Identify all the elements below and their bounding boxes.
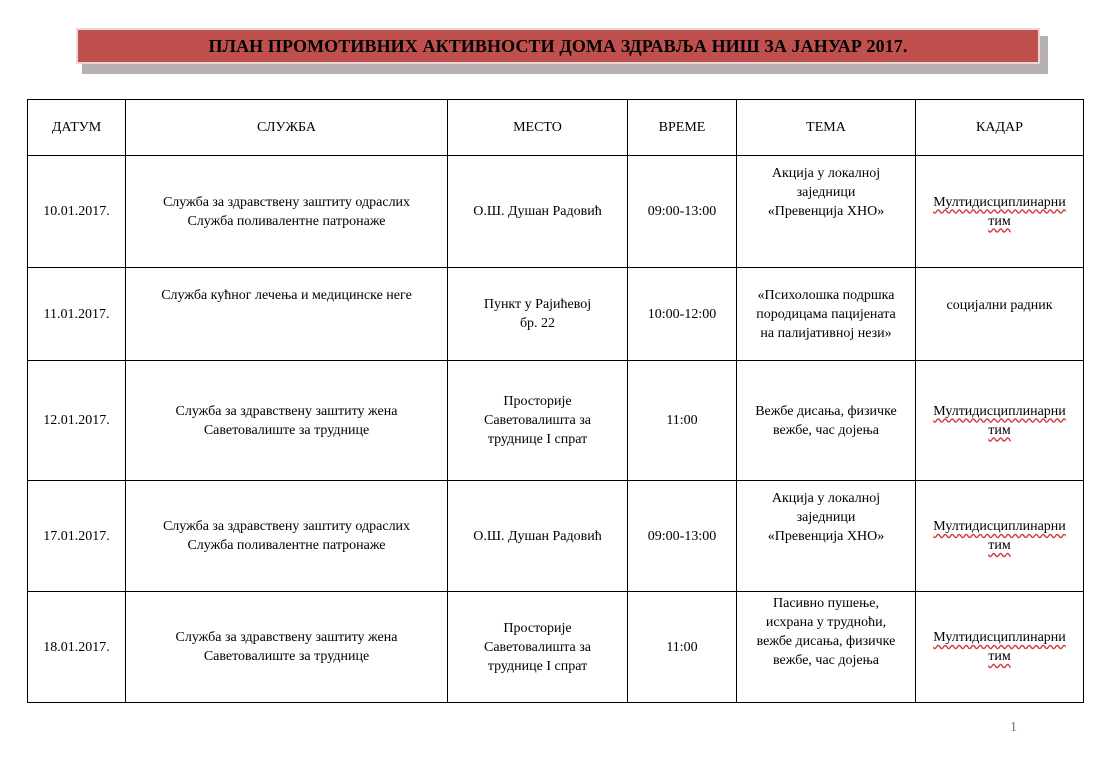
topic-line: Вежбе дисања, физичке [755, 403, 897, 419]
staff-line: тим [988, 213, 1011, 229]
service-cell [126, 592, 448, 703]
place-cell [448, 268, 628, 361]
place-line: бр. 22 [519, 316, 556, 331]
service-line: Служба за здравствену заштиту жена [175, 630, 398, 645]
place-line: Пункт у Рајићевој [483, 297, 592, 312]
table-row [28, 592, 1084, 703]
service-line: Служба кућног лечења и медицинске неге [161, 288, 412, 303]
service-line: Служба за здравствену заштиту одраслих [162, 194, 411, 210]
header-row [28, 100, 1084, 156]
header-date: ДАТУМ [28, 100, 126, 156]
time-cell: 09:00-13:00 [628, 156, 737, 268]
staff-cell [916, 481, 1084, 592]
staff-cell [916, 268, 1084, 361]
service-line: Саветовалиште за труднице [203, 649, 370, 664]
service-line: Служба поливалентне патронаже [187, 213, 386, 229]
header-service: СЛУЖБА [126, 100, 448, 156]
staff-line: Мултидисциплинарни [933, 403, 1066, 419]
topic-line: Пасивно пушење, [773, 596, 879, 611]
staff-cell [916, 361, 1084, 481]
date-cell: 18.01.2017. [28, 592, 126, 703]
topic-line: «Психолошка подршка [757, 287, 895, 303]
staff-line: Мултидисциплинарни [933, 630, 1066, 645]
place-line: Саветовалишта за [484, 639, 591, 655]
staff-line: Мултидисциплинарни [933, 519, 1066, 534]
table-row [28, 156, 1084, 268]
topic-line: Акција у локалној [771, 166, 881, 181]
date-cell: 11.01.2017. [28, 268, 126, 361]
table-row [28, 268, 1084, 361]
topic-line: «Превенција ХНО» [767, 204, 885, 219]
time-cell: 09:00-13:00 [628, 481, 737, 592]
staff-cell [916, 592, 1084, 703]
topic-cell [737, 481, 916, 592]
page-number: 1 [1010, 720, 1017, 735]
service-line: Служба за здравствену заштиту одраслих [162, 519, 411, 534]
service-line: Служба за здравствену заштиту жена [175, 403, 398, 419]
time-cell: 11:00 [628, 361, 737, 481]
place-cell [448, 592, 628, 703]
topic-cell [737, 156, 916, 268]
staff-line: тим [988, 649, 1011, 664]
table-row [28, 481, 1084, 592]
activity-plan-table [27, 99, 1084, 703]
topic-line: заједници [796, 510, 856, 525]
service-cell [126, 268, 448, 361]
table-body [28, 156, 1084, 703]
place-line: труднице I спрат [487, 658, 588, 674]
place-line: О.Ш. Душан Радовић [473, 528, 602, 544]
topic-cell [737, 268, 916, 361]
topic-line: вежбе, час дојења [773, 422, 879, 438]
topic-line: на палијативној нези» [760, 325, 892, 341]
service-cell [126, 481, 448, 592]
staff-line: социјални радник [946, 298, 1053, 313]
staff-cell [916, 156, 1084, 268]
date-cell: 12.01.2017. [28, 361, 126, 481]
topic-line: Акција у локалној [771, 491, 881, 506]
topic-line: заједници [796, 185, 856, 200]
service-line: Саветовалиште за труднице [203, 422, 370, 438]
place-cell [448, 361, 628, 481]
title-banner [76, 28, 1040, 64]
topic-line: породицама пацијената [756, 306, 896, 322]
place-line: О.Ш. Душан Радовић [473, 204, 602, 219]
service-line: Служба поливалентне патронаже [187, 538, 386, 553]
place-line: Просторије [503, 394, 572, 409]
service-cell [126, 361, 448, 481]
topic-line: вежбе дисања, физичке [756, 634, 896, 649]
topic-cell [737, 592, 916, 703]
date-cell: 17.01.2017. [28, 481, 126, 592]
topic-line: вежбе, час дојења [773, 653, 879, 668]
place-cell [448, 156, 628, 268]
header-staff: КАДАР [916, 100, 1084, 156]
staff-line: Мултидисциплинарни [933, 194, 1066, 210]
topic-line: «Превенција ХНО» [767, 529, 885, 544]
header-topic: ТЕМА [737, 100, 916, 156]
place-line: Саветовалишта за [484, 413, 591, 428]
header-place: МЕСТО [448, 100, 628, 156]
topic-cell [737, 361, 916, 481]
staff-line: тим [988, 538, 1011, 553]
staff-line: тим [988, 422, 1011, 438]
service-cell [126, 156, 448, 268]
place-line: труднице I спрат [487, 432, 588, 447]
page-title: ПЛАН ПРОМОТИВНИХ АКТИВНОСТИ ДОМА ЗДРАВЉА НИШ ЗА ЈАНУАР 2017. [208, 35, 908, 56]
table-row [28, 361, 1084, 481]
date-cell: 10.01.2017. [28, 156, 126, 268]
place-line: Просторије [503, 620, 572, 636]
header-time: ВРЕМЕ [628, 100, 737, 156]
time-cell: 10:00-12:00 [628, 268, 737, 361]
place-cell [448, 481, 628, 592]
time-cell: 11:00 [628, 592, 737, 703]
topic-line: исхрана у трудноћи, [765, 615, 887, 630]
